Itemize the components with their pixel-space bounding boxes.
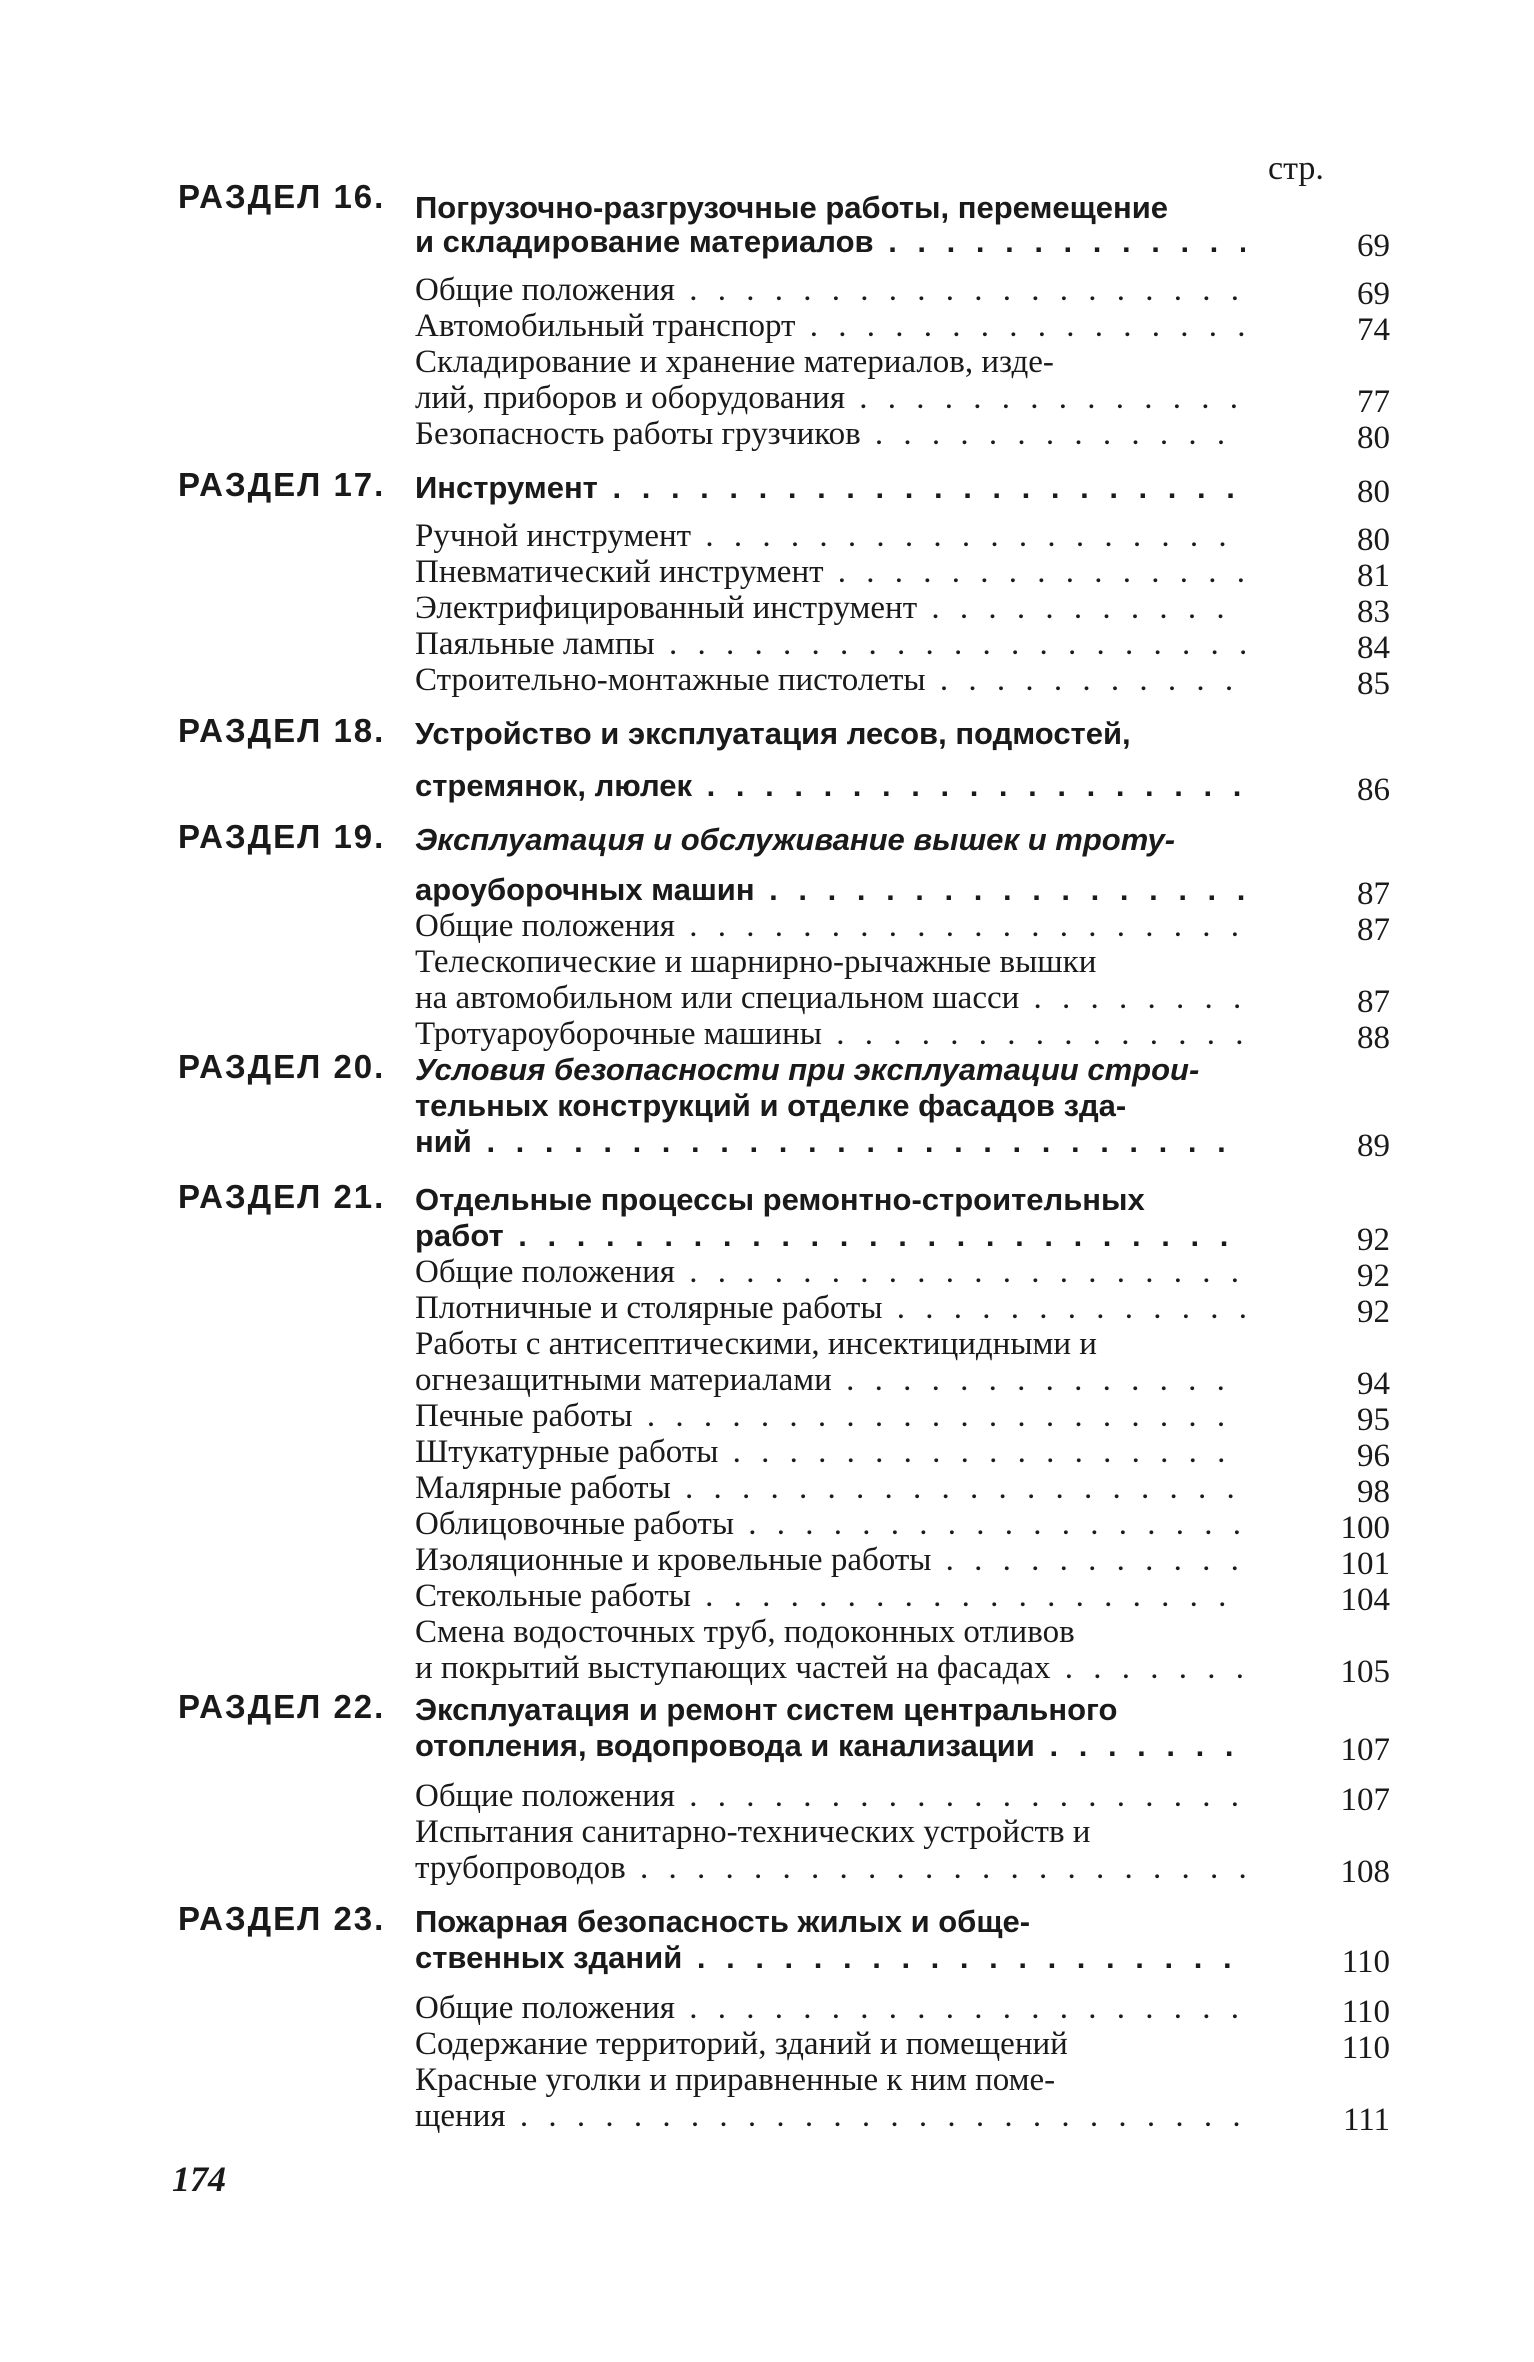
toc-subentry: Строительно-монтажные пистолеты . . .: [415, 662, 1245, 698]
toc-page-number: 87: [1357, 984, 1390, 1020]
toc-page-number: 95: [1357, 1402, 1390, 1438]
toc-subentry: Ручной инструмент . . .: [415, 518, 1245, 554]
toc-subentry: Общие положения . . .: [415, 1254, 1245, 1290]
section-label: РАЗДЕЛ 20.: [178, 1048, 386, 1085]
pages-column-header: стр.: [1268, 150, 1324, 187]
toc-subentry: Работы с антисептическими, инсектицидными и: [415, 1326, 1097, 1362]
section-label: РАЗДЕЛ 22.: [178, 1688, 386, 1725]
section-label: РАЗДЕЛ 18.: [178, 712, 386, 749]
toc-subentry: Стекольные работы . . .: [415, 1578, 1245, 1614]
toc-page-number: 74: [1357, 312, 1390, 348]
toc-section-title: Пожарная безопасность жилых и обще-: [415, 1904, 1031, 1939]
toc-section-title: отопления, водопровода и канализации . . .: [415, 1728, 1245, 1764]
toc-section-title: Инструмент . . .: [415, 470, 1245, 506]
toc-page-number: 110: [1341, 1944, 1390, 1980]
toc-subentry: Штукатурные работы . . .: [415, 1434, 1245, 1470]
toc-subentry: и покрытий выступающих частей на фасадах . . .: [415, 1650, 1245, 1686]
toc-section-title: ароуборочных машин . . .: [415, 872, 1245, 908]
toc-subentry: Общие положения . . .: [415, 1990, 1245, 2026]
toc-page-number: 84: [1357, 630, 1390, 666]
toc-subentry: Складирование и хранение материалов, изде-: [415, 344, 1054, 380]
toc-subentry: Пневматический инструмент . . .: [415, 554, 1245, 590]
toc-section-title: Условия безопасности при эксплуатации строи-: [415, 1052, 1200, 1087]
page-number: 174: [172, 2159, 226, 2199]
toc-page-number: 81: [1357, 558, 1390, 594]
toc-subentry: трубопроводов . . .: [415, 1850, 1245, 1886]
toc-page-number: 104: [1340, 1582, 1390, 1618]
toc-page-number: 98: [1357, 1474, 1390, 1510]
toc-page-number: 80: [1357, 420, 1390, 456]
toc-page-number: 100: [1340, 1510, 1390, 1546]
toc-page-number: 80: [1357, 474, 1390, 510]
toc-section-title: Устройство и эксплуатация лесов, подмостей,: [415, 716, 1131, 751]
toc-subentry: Паяльные лампы . . .: [415, 626, 1245, 662]
toc-subentry: Плотничные и столярные работы . . .: [415, 1290, 1245, 1326]
toc-section-title: ний . . .: [415, 1124, 1245, 1160]
toc-section-title: Эксплуатация и ремонт систем центрального: [415, 1692, 1118, 1727]
toc-subentry: Красные уголки и приравненные к ним поме-: [415, 2062, 1056, 2098]
toc-subentry: Тротуароуборочные машины . . .: [415, 1016, 1245, 1052]
toc-subentry: щения . . .: [415, 2098, 1245, 2134]
toc-subentry: Малярные работы . . .: [415, 1470, 1245, 1506]
toc-page-number: 69: [1357, 276, 1390, 312]
toc-page-number: 107: [1340, 1732, 1390, 1768]
toc-page-number: 105: [1340, 1654, 1390, 1690]
toc-section-title: Погрузочно-разгрузочные работы, перемещение: [415, 190, 1169, 225]
toc-page-number: 94: [1357, 1366, 1390, 1402]
toc-page-number: 83: [1357, 594, 1390, 630]
toc-subentry: Общие положения . . .: [415, 272, 1245, 308]
toc-subentry: Облицовочные работы . . .: [415, 1506, 1245, 1542]
toc-subentry: Безопасность работы грузчиков . . .: [415, 416, 1245, 452]
section-label: РАЗДЕЛ 17.: [178, 466, 386, 503]
toc-page-number: 107: [1340, 1782, 1390, 1818]
toc-subentry: Автомобильный транспорт . . .: [415, 308, 1245, 344]
toc-section-title: тельных конструкций и отделке фасадов зда-: [415, 1088, 1127, 1123]
toc-subentry: Телескопические и шарнирно-рычажные вышки: [415, 944, 1097, 980]
toc-page-number: 89: [1357, 1128, 1390, 1164]
toc-section-title: Эксплуатация и обслуживание вышек и троту-: [415, 822, 1176, 857]
toc-subentry: на автомобильном или специальном шасси . . .: [415, 980, 1245, 1016]
toc-page-number: 85: [1357, 666, 1390, 702]
section-label: РАЗДЕЛ 16.: [178, 178, 386, 215]
toc-page-number: 101: [1340, 1546, 1390, 1582]
toc-subentry: Общие положения . . .: [415, 908, 1245, 944]
toc-page-number: 88: [1357, 1020, 1390, 1056]
toc-page-number: 80: [1357, 522, 1390, 558]
toc-subentry: Изоляционные и кровельные работы . . .: [415, 1542, 1245, 1578]
toc-page-number: 77: [1357, 384, 1390, 420]
toc-subentry: Испытания санитарно-технических устройств и: [415, 1814, 1091, 1850]
toc-section-title: и складирование материалов . . .: [415, 224, 1245, 260]
toc-page-number: 111: [1342, 2102, 1390, 2138]
toc-page-number: 86: [1357, 772, 1390, 808]
section-label: РАЗДЕЛ 21.: [178, 1178, 386, 1215]
toc-page-number: 96: [1357, 1438, 1390, 1474]
toc-subentry: Смена водосточных труб, подоконных отливов: [415, 1614, 1075, 1650]
section-label: РАЗДЕЛ 23.: [178, 1900, 386, 1937]
toc-subentry: огнезащитными материалами . . .: [415, 1362, 1245, 1398]
section-label: РАЗДЕЛ 19.: [178, 818, 386, 855]
toc-section-title: Отдельные процессы ремонтно-строительных: [415, 1182, 1145, 1217]
toc-page-number: 92: [1357, 1294, 1390, 1330]
toc-page-number: 69: [1357, 228, 1390, 264]
toc-page-number: 110: [1341, 1994, 1390, 2030]
toc-page-number: 92: [1357, 1258, 1390, 1294]
toc-subentry: лий, приборов и оборудования . . .: [415, 380, 1245, 416]
toc-subentry: Содержание территорий, зданий и помещений: [415, 2026, 1068, 2062]
toc-subentry: Электрифицированный инструмент . . .: [415, 590, 1245, 626]
toc-page-number: 110: [1341, 2030, 1390, 2066]
toc-section-title: ственных зданий . . .: [415, 1940, 1245, 1976]
toc-section-title: работ . . .: [415, 1218, 1245, 1254]
toc-subentry: Общие положения . . .: [415, 1778, 1245, 1814]
toc-page-number: 92: [1357, 1222, 1390, 1258]
toc-page-number: 108: [1340, 1854, 1390, 1890]
toc-subentry: Печные работы . . .: [415, 1398, 1245, 1434]
toc-page-number: 87: [1357, 876, 1390, 912]
toc-section-title: стремянок, люлек . . .: [415, 768, 1245, 804]
toc-page-number: 87: [1357, 912, 1390, 948]
